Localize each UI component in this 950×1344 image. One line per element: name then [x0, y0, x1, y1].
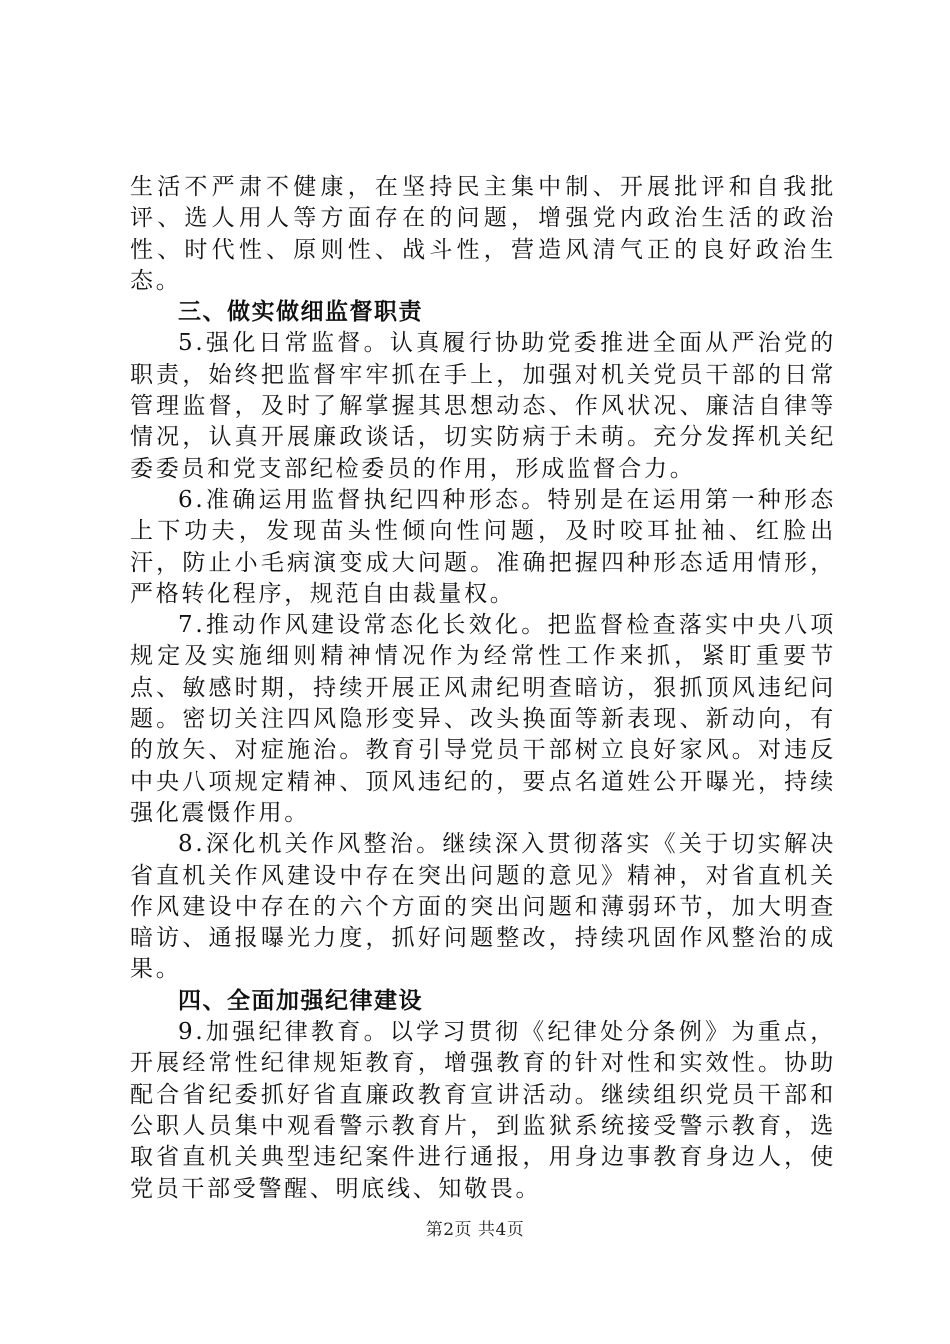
paragraph-item-7: 7.推动作风建设常态化长效化。把监督检查落实中央八项规定及实施细则精神情况作为经常性工作来抓，紧盯重要节点、敏感时期，持续开展正风肃纪明查暗访，狠抓顶风违纪问题。密切关注四风隐形变异、改头换面等新表现、新动向，有的放矢、对症施治。教育引导党员干部树立良好家风。对违反中央八项规定精神、顶风违纪的，要点名道姓公开曝光，持续强化震慑作用。 — [130, 612, 836, 826]
section-heading-4: 四、全面加强纪律建设 — [178, 987, 423, 1014]
document-body — [130, 172, 836, 1205]
paragraph-continuation: 生活不严肃不健康，在坚持民主集中制、开展批评和自我批评、选人用人等方面存在的问题，增强党内政治生活的政治性、时代性、原则性、战斗性，营造风清气正的良好政治生态。 — [130, 174, 836, 294]
paragraph-item-5: 5.强化日常监督。认真履行协助党委推进全面从严治党的职责，始终把监督牢牢抓在手上，加强对机关党员干部的日常管理监督，及时了解掌握其思想动态、作风状况、廉洁自律等情况，认真开展廉政谈话，切实防病于未萌。充分发挥机关纪委委员和党支部纪检委员的作用，形成监督合力。 — [130, 330, 836, 482]
section-heading-3: 三、做实做细监督职责 — [178, 299, 423, 326]
paragraph-item-6: 6.准确运用监督执纪四种形态。特别是在运用第一种形态上下功夫，发现苗头性倾向性问题，及时咬耳扯袖、红脸出汗，防止小毛病演变成大问题。准确把握四种形态适用情形，严格转化程序，规范自由裁量权。 — [130, 486, 836, 607]
page-number-footer: 第2页 共4页 — [425, 1220, 525, 1240]
paragraph-item-9: 9.加强纪律教育。以学习贯彻《纪律处分条例》为重点，开展经常性纪律规矩教育，增强教育的针对性和实效性。协助配合省纪委抓好省直廉政教育宣讲活动。继续组织党员干部和公职人员集中观看警示教育片，到监狱系统接受警示教育，选取省直机关典型违纪案件进行通报，用身边事教育身边人，使党员干部受警醒、明底线、知敬畏。 — [130, 1019, 836, 1202]
paragraph-item-8: 8.深化机关作风整治。继续深入贯彻落实《关于切实解决省直机关作风建设中存在突出问题的意见》精神，对省直机关作风建设中存在的六个方面的突出问题和薄弱环节，加大明查暗访、通报曝光力度，抓好问题整改，持续巩固作风整治的成果。 — [130, 831, 836, 983]
